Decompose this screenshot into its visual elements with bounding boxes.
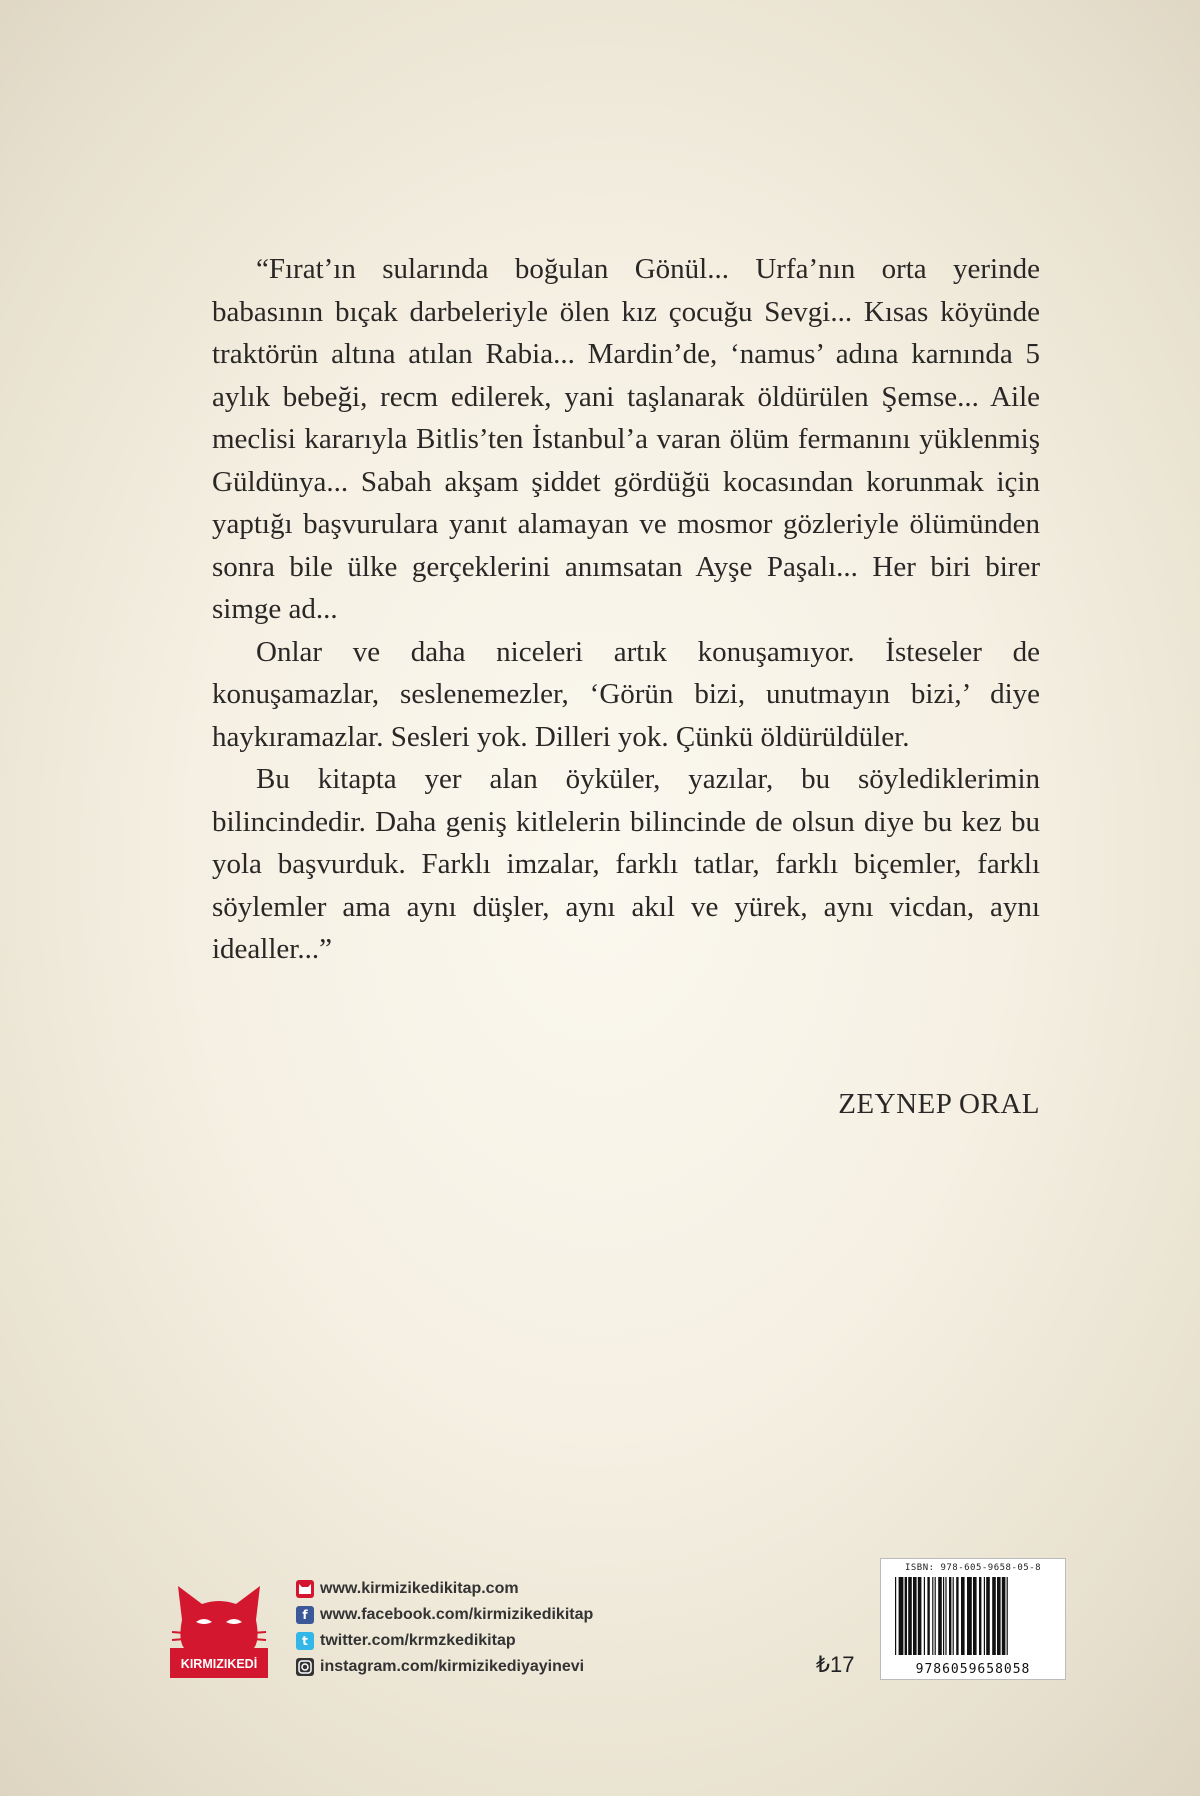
barcode-bar xyxy=(949,1577,951,1655)
barcode-bar xyxy=(913,1577,917,1655)
barcode-bar xyxy=(945,1577,946,1655)
barcode-bar xyxy=(908,1577,912,1655)
author-name: ZEYNEP ORAL xyxy=(838,1088,1040,1120)
website-link[interactable] xyxy=(296,1576,593,1602)
barcode-bar xyxy=(961,1577,965,1655)
instagram-link-text: instagram.com/kirmizikediyayinevi xyxy=(320,1658,585,1675)
paragraph-3: Bu kitapta yer alan öyküler, yazılar, bu söylediklerimin bilincindedir. Daha geniş kitlelerin bilincinde de olsun diye bu kez bu yola başvurduk. Farklı imzalar, farklı tatlar, farklı biçemler, farklı söylemler ama aynı düşler, aynı akıl ve yürek, aynı vicdan, aynı idealler...” xyxy=(212,763,1040,965)
paragraph-2: Onlar ve daha niceleri artık konuşamıyor. İsteseler de konuşamazlar, seslenemezler, ‘Görün bizi, unutmayın bizi,’ diye haykıramazlar. Sesleri yok. Dilleri yok. Çünkü öldürüldüler. xyxy=(212,635,1040,753)
cat-icon xyxy=(296,1580,314,1598)
barcode-bar xyxy=(953,1577,954,1655)
barcode-bar xyxy=(979,1577,981,1655)
barcode-bar xyxy=(1007,1577,1008,1655)
barcode-bar xyxy=(938,1577,942,1655)
back-cover-text xyxy=(212,248,1040,971)
logo-text: KIRMIZIKEDİ xyxy=(180,1657,258,1671)
barcode-bar xyxy=(924,1577,925,1655)
publisher-links xyxy=(296,1576,593,1680)
publisher-logo xyxy=(168,1578,270,1678)
isbn-barcode xyxy=(880,1558,1066,1680)
instagram-link[interactable] xyxy=(296,1654,593,1680)
price-label: ₺17 xyxy=(816,1652,855,1677)
barcode-bars xyxy=(893,1577,1053,1655)
facebook-link-text: www.facebook.com/kirmizikedikitap xyxy=(320,1606,594,1623)
barcode-number: 9786059658058 xyxy=(915,1662,1031,1677)
barcode-bar xyxy=(1002,1577,1006,1655)
facebook-icon: f xyxy=(296,1606,314,1624)
barcode-bar xyxy=(935,1577,936,1655)
barcode-bar xyxy=(943,1577,944,1655)
website-link-text: www.kirmizikedikitap.com xyxy=(320,1580,519,1597)
barcode-bar xyxy=(967,1577,972,1655)
isbn-label: ISBN: 978-605-9658-05-8 xyxy=(904,1563,1042,1573)
barcode-bar xyxy=(984,1577,985,1655)
barcode-bar xyxy=(895,1577,896,1655)
barcode-bar xyxy=(927,1577,929,1655)
instagram-icon xyxy=(296,1658,314,1676)
barcode-bar xyxy=(932,1577,933,1655)
paragraph-1: “Fırat’ın sularında boğulan Gönül... Urfa’nın orta yerinde babasının bıçak darbeleriyle ölen kız çocuğu Sevgi... Kısas köyünde traktörün altına atılan Rabia... Mardin’de, ‘namus’ adına karnında 5 aylık bebeği, recm edilerek, yani taşlanarak öldürülen Şemse... Aile meclisi kararıyla Bitlis’ten İstanbul’a varan ölüm fermanını yüklenmiş Güldünya... Sabah akşam şiddet gördüğü kocasından korunmak için yaptığı başvurulara yanıt alamayan ve mosmor gözleriyle ölümünden sonra bile ülke gerçeklerini anımsatan Ayşe Paşalı... Her biri birer simge ad... xyxy=(212,253,1040,625)
twitter-icon: t xyxy=(296,1632,314,1650)
facebook-link[interactable] xyxy=(296,1602,593,1628)
barcode-bar xyxy=(992,1577,996,1655)
barcode-bar xyxy=(997,1577,1001,1655)
barcode-bar xyxy=(973,1577,977,1655)
barcode-bar xyxy=(986,1577,990,1655)
barcode-bar xyxy=(899,1577,904,1655)
barcode-bar xyxy=(956,1577,958,1655)
barcode-bar xyxy=(918,1577,922,1655)
twitter-link-text: twitter.com/krmzkedikitap xyxy=(320,1632,516,1649)
barcode-bar xyxy=(905,1577,907,1655)
twitter-link[interactable] xyxy=(296,1628,593,1654)
